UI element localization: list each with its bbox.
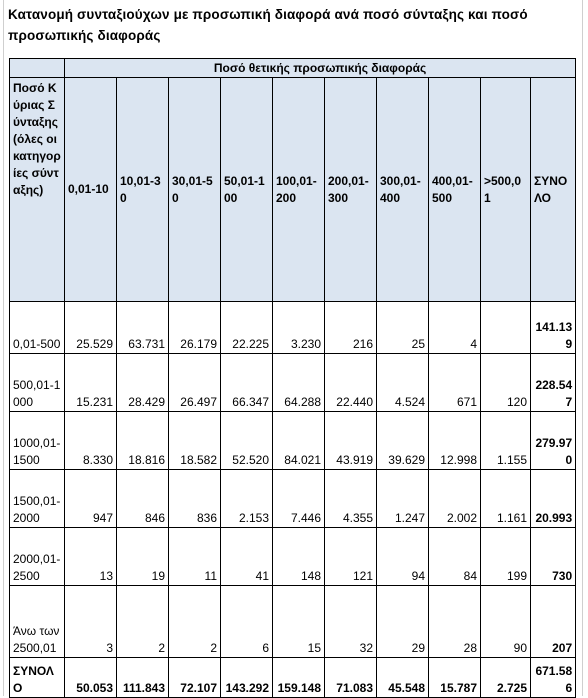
column-header: ΣΥΝΟΛΟ xyxy=(531,78,576,302)
table-row xyxy=(10,586,576,658)
row-label: 1500,01-2000 xyxy=(10,470,65,528)
corner-header: Ποσό Κύριας Σύνταξης (όλες οι κατηγορίες σύνταξης) xyxy=(10,78,65,302)
table-cell: 15 xyxy=(273,586,325,658)
total-cell: 143.292 xyxy=(221,658,273,698)
table-cell: 18.582 xyxy=(169,412,221,470)
table-cell: 120 xyxy=(481,354,531,412)
row-label: 1000,01-1500 xyxy=(10,412,65,470)
table-cell: 2 xyxy=(117,586,169,658)
table-cell: 148 xyxy=(273,528,325,586)
table-cell: 8.330 xyxy=(65,412,117,470)
total-cell: 15.787 xyxy=(429,658,481,698)
table-cell: 28.429 xyxy=(117,354,169,412)
table-cell: 15.231 xyxy=(65,354,117,412)
table-cell: 4.524 xyxy=(377,354,429,412)
row-label: 0,01-500 xyxy=(10,302,65,354)
table-row xyxy=(10,528,576,586)
group-header-spacer xyxy=(10,59,65,78)
table-cell: 11 xyxy=(169,528,221,586)
table-cell: 4 xyxy=(429,302,481,354)
table-cell: 3 xyxy=(65,586,117,658)
row-total-cell: 207 xyxy=(531,586,576,658)
column-header: >500,01 xyxy=(481,78,531,302)
table-cell: 121 xyxy=(325,528,377,586)
table-cell: 25 xyxy=(377,302,429,354)
table-cell: 63.731 xyxy=(117,302,169,354)
total-cell: 671.586 xyxy=(531,658,576,698)
total-cell: 50.053 xyxy=(65,658,117,698)
row-label: 2000,01-2500 xyxy=(10,528,65,586)
table-cell: 1.155 xyxy=(481,412,531,470)
total-cell: 2.725 xyxy=(481,658,531,698)
column-header: 400,01-500 xyxy=(429,78,481,302)
row-total-cell: 228.547 xyxy=(531,354,576,412)
group-header: Ποσό θετικής προσωπικής διαφοράς xyxy=(65,59,576,78)
left-border-line xyxy=(3,0,4,696)
column-header-row xyxy=(10,78,576,302)
table-cell: 52.520 xyxy=(221,412,273,470)
column-header: 0,01-10 xyxy=(65,78,117,302)
table-cell: 84.021 xyxy=(273,412,325,470)
table-row xyxy=(10,470,576,528)
table-row xyxy=(10,412,576,470)
column-header: 30,01-50 xyxy=(169,78,221,302)
table-cell: 836 xyxy=(169,470,221,528)
right-border-line xyxy=(582,0,583,696)
total-cell: 71.083 xyxy=(325,658,377,698)
row-total-cell: 141.139 xyxy=(531,302,576,354)
table-cell: 39.629 xyxy=(377,412,429,470)
table-cell: 671 xyxy=(429,354,481,412)
row-label: 500,01-1000 xyxy=(10,354,65,412)
table-cell: 84 xyxy=(429,528,481,586)
table-cell: 19 xyxy=(117,528,169,586)
table-cell: 66.347 xyxy=(221,354,273,412)
table-cell: 6 xyxy=(221,586,273,658)
table-cell: 2.002 xyxy=(429,470,481,528)
table-cell: 26.179 xyxy=(169,302,221,354)
total-cell: 159.148 xyxy=(273,658,325,698)
row-total-cell: 279.970 xyxy=(531,412,576,470)
table-cell: 1.161 xyxy=(481,470,531,528)
table-cell: 64.288 xyxy=(273,354,325,412)
table-cell: 12.998 xyxy=(429,412,481,470)
total-cell: 111.843 xyxy=(117,658,169,698)
table-cell: 22.225 xyxy=(221,302,273,354)
table-row xyxy=(10,354,576,412)
table-cell: 4.355 xyxy=(325,470,377,528)
total-row-label: ΣΥΝΟΛΟ xyxy=(10,658,65,698)
table-cell: 2.153 xyxy=(221,470,273,528)
column-header: 10,01-30 xyxy=(117,78,169,302)
table-cell: 26.497 xyxy=(169,354,221,412)
column-header: 300,01-400 xyxy=(377,78,429,302)
table-cell: 41 xyxy=(221,528,273,586)
table-cell: 25.529 xyxy=(65,302,117,354)
total-cell: 72.107 xyxy=(169,658,221,698)
total-row xyxy=(10,658,576,698)
table-cell: 13 xyxy=(65,528,117,586)
table-cell: 947 xyxy=(65,470,117,528)
table-cell xyxy=(481,302,531,354)
column-header: 50,01-100 xyxy=(221,78,273,302)
total-cell: 45.548 xyxy=(377,658,429,698)
column-header: 200,01-300 xyxy=(325,78,377,302)
table-cell: 2 xyxy=(169,586,221,658)
table-cell: 7.446 xyxy=(273,470,325,528)
pension-distribution-table xyxy=(9,58,576,698)
row-total-cell: 20.993 xyxy=(531,470,576,528)
row-total-cell: 730 xyxy=(531,528,576,586)
table-cell: 28 xyxy=(429,586,481,658)
table-row xyxy=(10,302,576,354)
table-cell: 43.919 xyxy=(325,412,377,470)
table-cell: 18.816 xyxy=(117,412,169,470)
table-cell: 216 xyxy=(325,302,377,354)
table-cell: 32 xyxy=(325,586,377,658)
row-label: Άνω των 2500,01 xyxy=(10,586,65,658)
table-cell: 29 xyxy=(377,586,429,658)
table-cell: 846 xyxy=(117,470,169,528)
group-header-row xyxy=(10,59,576,78)
table-cell: 3.230 xyxy=(273,302,325,354)
table-cell: 199 xyxy=(481,528,531,586)
table-cell: 1.247 xyxy=(377,470,429,528)
table-cell: 22.440 xyxy=(325,354,377,412)
column-header: 100,01-200 xyxy=(273,78,325,302)
table-cell: 94 xyxy=(377,528,429,586)
document-title: Κατανομή συνταξιούχων με προσωπική διαφορά ανά ποσό σύνταξης και ποσό προσωπικής διαφοράς xyxy=(8,7,528,43)
table-cell: 90 xyxy=(481,586,531,658)
